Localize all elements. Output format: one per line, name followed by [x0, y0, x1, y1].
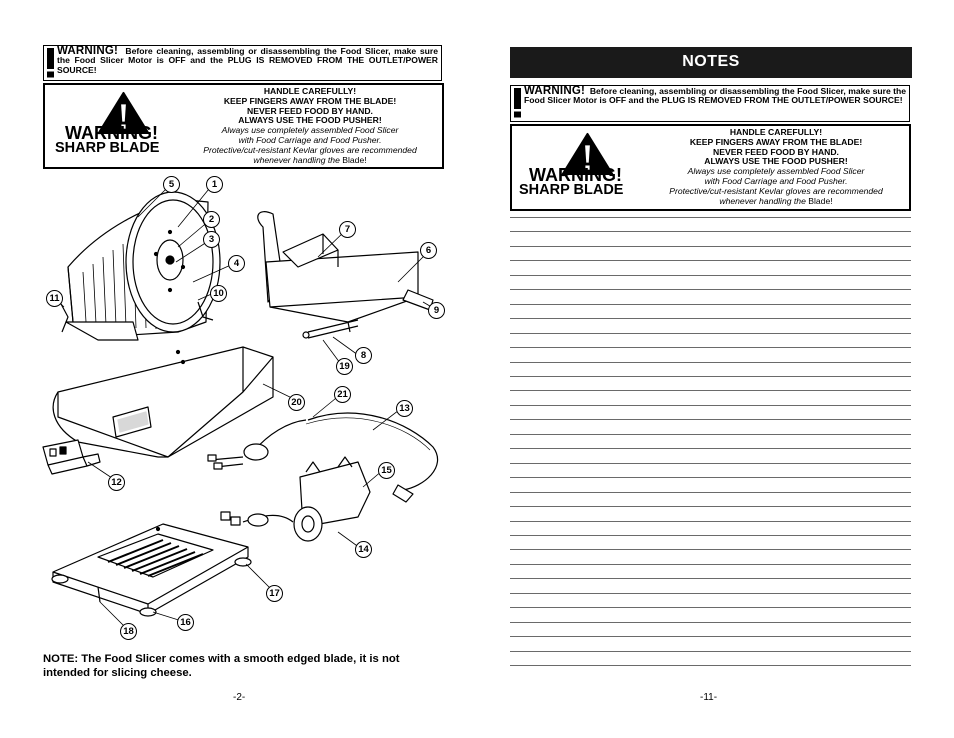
motor — [221, 457, 370, 541]
line — [181, 156, 439, 166]
sharp-blade-warning-left — [43, 83, 444, 169]
line-italic: whenever handling the — [253, 154, 340, 165]
callout-8: 8 — [355, 347, 372, 364]
line: NEVER FEED FOOD BY HAND. — [713, 146, 839, 157]
callout-18: 18 — [120, 623, 137, 640]
warning-instructions — [646, 128, 906, 206]
note-line — [510, 217, 911, 218]
notes-title: NOTES — [510, 47, 912, 78]
line: Always use completely assembled Food Slicer — [687, 166, 865, 177]
note-line — [510, 651, 911, 652]
warning-header-right — [510, 85, 910, 122]
warning-header-text — [524, 87, 906, 106]
callout-1: 1 — [206, 176, 223, 193]
note-line — [510, 318, 911, 319]
note-line — [510, 448, 911, 449]
warning-label: WARNING! — [57, 45, 119, 57]
line: NEVER FEED FOOD BY HAND. — [247, 105, 373, 116]
line: with Food Carriage and Food Pusher. — [238, 134, 382, 145]
note-line — [510, 506, 911, 507]
note-line — [510, 636, 911, 637]
page-number-right: -11- — [700, 692, 718, 703]
callout-7: 7 — [339, 221, 356, 238]
callout-13: 13 — [396, 400, 413, 417]
motor-cover — [53, 347, 273, 457]
callout-14: 14 — [355, 541, 372, 558]
line: ALWAYS USE THE FOOD PUSHER! — [704, 156, 848, 167]
callout-11: 11 — [46, 290, 63, 307]
callout-16: 16 — [177, 614, 194, 631]
note-line — [510, 275, 911, 276]
warning-title: WARNING! — [529, 165, 622, 185]
sharp-blade-label: SHARP BLADE — [519, 182, 624, 198]
note-line — [510, 390, 911, 391]
note-line — [510, 289, 911, 290]
line: ALWAYS USE THE FOOD PUSHER! — [238, 115, 382, 126]
warning-header-text — [57, 47, 438, 75]
callout-9: 9 — [428, 302, 445, 319]
callout-21: 21 — [334, 386, 351, 403]
callout-2: 2 — [203, 211, 220, 228]
line: Always use completely assembled Food Slicer — [221, 125, 399, 136]
page-number-left: -2- — [233, 692, 246, 703]
note-line — [510, 535, 911, 536]
parts-diagram — [38, 172, 458, 642]
note-line — [510, 607, 911, 608]
note-line — [510, 260, 911, 261]
line: Protective/cut-resistant Kevlar gloves are recommended — [669, 185, 883, 196]
warning-label: WARNING! — [524, 85, 586, 97]
line: with Food Carriage and Food Pusher. — [704, 175, 848, 186]
warning-text: Before cleaning, assembling or disassembling the Food Slicer, make sure the Food Slicer Motor is OFF and the PLUG IS REMOVED FROM THE OUTLET/POWER SOURCE! — [524, 86, 907, 106]
note-line — [510, 304, 911, 305]
callout-19: 19 — [336, 358, 353, 375]
callout-6: 6 — [420, 242, 437, 259]
line: HANDLE CAREFULLY! — [729, 127, 823, 137]
callout-4: 4 — [228, 255, 245, 272]
note-line — [510, 362, 911, 363]
line — [646, 197, 906, 207]
line-end: Blade! — [342, 154, 367, 165]
callout-20: 20 — [288, 394, 305, 411]
callout-12: 12 — [108, 474, 125, 491]
warning-instructions — [181, 87, 439, 165]
note-line — [510, 564, 911, 565]
note-line — [510, 333, 911, 334]
note-line — [510, 405, 911, 406]
exclamation-icon — [46, 48, 55, 78]
line-end: Blade! — [808, 195, 833, 206]
note-line — [510, 665, 911, 666]
note-line — [510, 477, 911, 478]
warning-title: WARNING! — [65, 123, 158, 143]
callout-5: 5 — [163, 176, 180, 193]
note-line — [510, 434, 911, 435]
note-line — [510, 463, 911, 464]
note-line — [510, 419, 911, 420]
line: Protective/cut-resistant Kevlar gloves are recommended — [203, 144, 417, 155]
note-line — [510, 593, 911, 594]
note-line — [510, 578, 911, 579]
sharp-blade-label: SHARP BLADE — [55, 140, 160, 156]
line-italic: whenever handling the — [719, 195, 806, 206]
base-plate — [52, 524, 251, 616]
line: HANDLE CAREFULLY! — [263, 86, 357, 96]
note-line — [510, 492, 911, 493]
note-line — [510, 246, 911, 247]
callout-15: 15 — [378, 462, 395, 479]
note-line — [510, 549, 911, 550]
blade-note: NOTE: The Food Slicer comes with a smooth edged blade, it is not intended for slicing cheese. — [43, 653, 400, 679]
sharp-blade-warning-right — [510, 124, 911, 211]
callout-3: 3 — [203, 231, 220, 248]
callout-10: 10 — [210, 285, 227, 302]
warning-text: Before cleaning, assembling or disassembling the Food Slicer, make sure the Food Slicer Motor is OFF and the PLUG IS REMOVED FROM THE OUTLET/POWER SOURCE! — [57, 46, 438, 75]
warning-header-left — [43, 45, 442, 81]
note-line — [510, 376, 911, 377]
note-line — [510, 347, 911, 348]
exclamation-icon — [513, 88, 522, 118]
line: KEEP FINGERS AWAY FROM THE BLADE! — [689, 136, 863, 147]
note-line — [510, 521, 911, 522]
callout-17: 17 — [266, 585, 283, 602]
line: KEEP FINGERS AWAY FROM THE BLADE! — [223, 95, 397, 106]
note-line — [510, 231, 911, 232]
note-line — [510, 622, 911, 623]
